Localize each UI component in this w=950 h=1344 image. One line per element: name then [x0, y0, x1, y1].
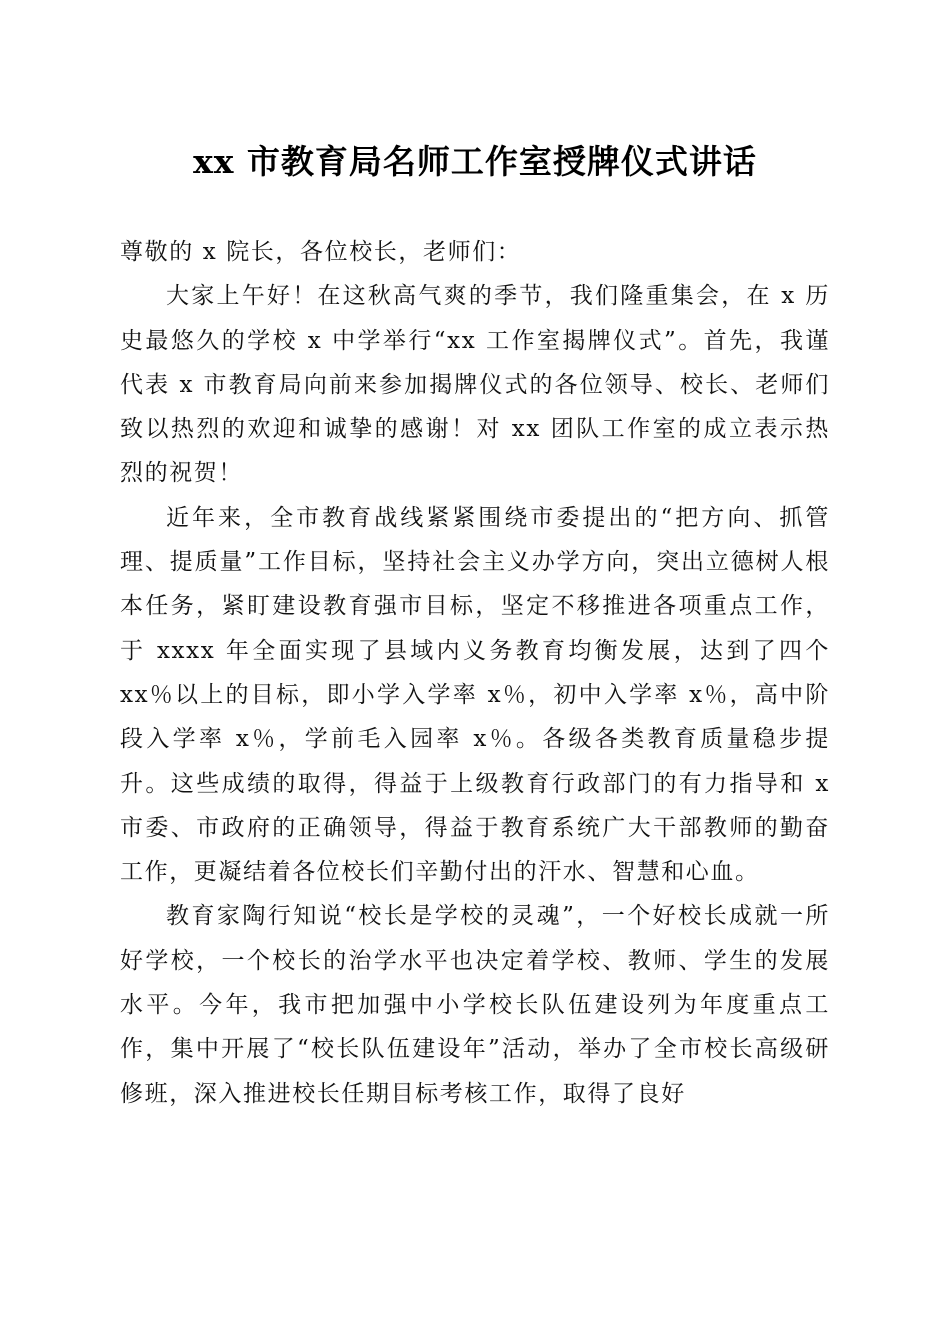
document-title: xx 市教育局名师工作室授牌仪式讲话	[193, 142, 757, 181]
salutation: 尊敬的 x 院长，各位校长，老师们：	[120, 239, 522, 265]
paragraph-greeting: 大家上午好！在这秋高气爽的季节，我们隆重集会，在 x 历史最悠久的学校 x 中学举行“xx 工作室揭牌仪式”。首先，我谨代表 x 市教育局向前来参加揭牌仪式的各位领导、校长、老师们致以热烈的欢迎和诚挚的感谢！对 xx 团队工作室的成立表示热烈的祝贺！	[120, 283, 830, 487]
paragraph-achievements: 近年来，全市教育战线紧紧围绕市委提出的“把方向、抓管理、提质量”工作目标，坚持社会主义办学方向，突出立德树人根本任务，紧盯建设教育强市目标，坚定不移推进各项重点工作，于 xxxx 年全面实现了县域内义务教育均衡发展，达到了四个 xx％以上的目标，即小学入学率 x％，初中入学率 x％，高中阶段入学率 x％，学前毛入园率 x％。各级各类教育质量稳步提升。这些成绩的取得，得益于上级教育行政部门的有力指导和 x 市委、市政府的正确领导，得益于教育系统广大干部教师的勤奋工作，更凝结着各位校长们辛勤付出的汗水、智慧和心血。	[120, 504, 830, 886]
paragraph-principals: 教育家陶行知说“校长是学校的灵魂”，一个好校长成就一所好学校，一个校长的治学水平也决定着学校、教师、学生的发展水平。今年，我市把加强中小学校长队伍建设列为年度重点工作，集中开展了“校长队伍建设年”活动，举办了全市校长高级研修班，深入推进校长任期目标考核工作，取得了良好	[120, 903, 830, 1107]
document-body	[120, 230, 830, 1116]
